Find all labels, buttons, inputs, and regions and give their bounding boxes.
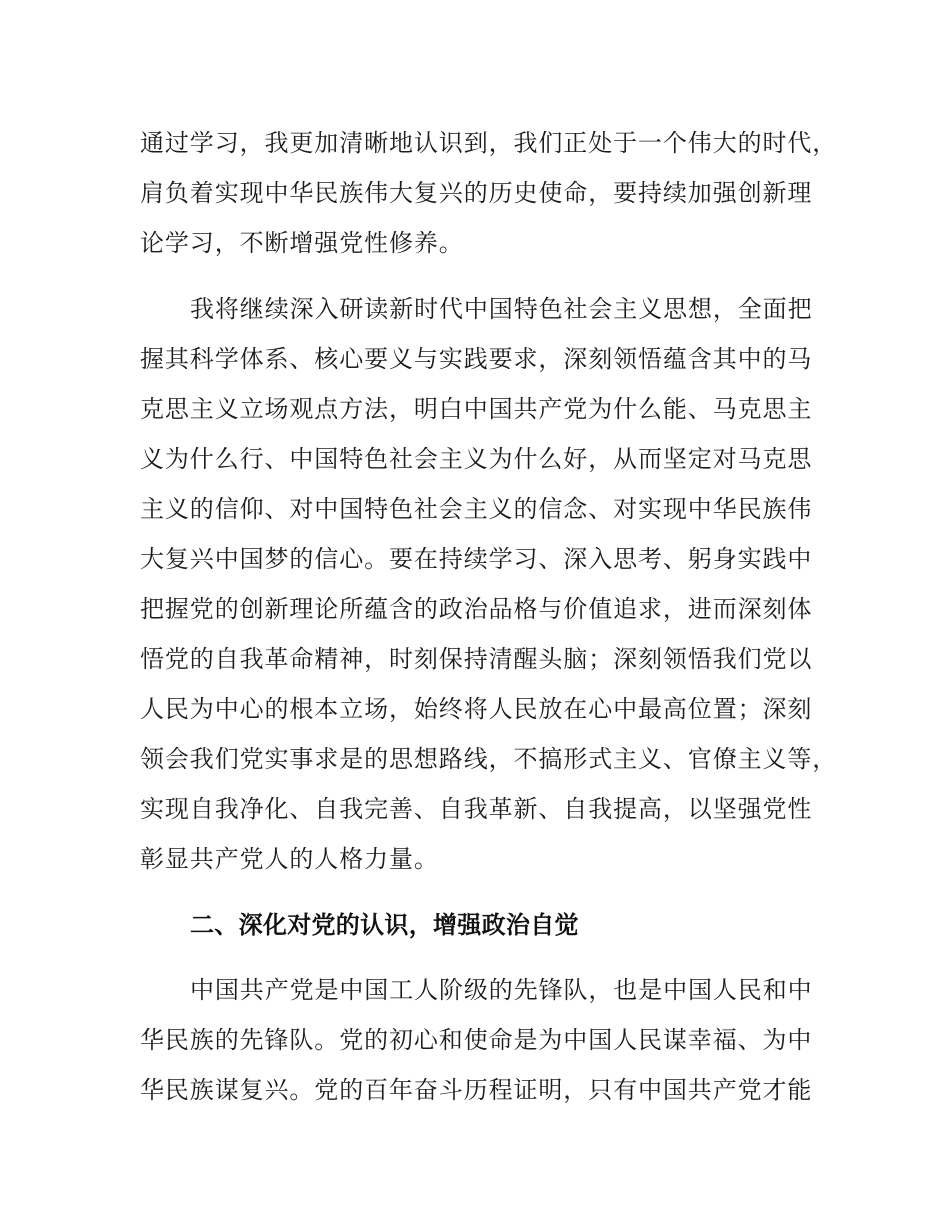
paragraph-2-line-7: 把握党的创新理论所蕴含的政治品格与价值追求，进而深刻体 (140, 595, 813, 623)
paragraph-3-line-2: 华民族的先锋队。党的初心和使命是为中国人民谋幸福、为中 (140, 1026, 813, 1054)
paragraph-2-line-11: 实现自我净化、自我完善、自我革新、自我提高，以坚强党性 (140, 795, 813, 823)
paragraph-2-line-2: 握其科学体系、核心要义与实践要求，深刻领悟蕴含其中的马 (140, 345, 813, 373)
paragraph-1-line-2: 肩负着实现中华民族伟大复兴的历史使命，要持续加强创新理 (140, 179, 813, 207)
paragraph-2-line-6: 大复兴中国梦的信心。要在持续学习、深入思考、躬身实践中 (140, 545, 813, 573)
paragraph-2-line-3: 克思主义立场观点方法，明白中国共产党为什么能、马克思主 (140, 395, 813, 423)
paragraph-1-line-3: 论学习，不断增强党性修养。 (140, 229, 464, 257)
paragraph-2-line-5: 主义的信仰、对中国特色社会主义的信念、对实现中华民族伟 (140, 495, 813, 523)
paragraph-2-line-4: 义为什么行、中国特色社会主义为什么好，从而坚定对马克思 (140, 445, 813, 473)
paragraph-2-line-12: 彰显共产党人的人格力量。 (140, 845, 439, 873)
paragraph-1-line-1: 通过学习，我更加清晰地认识到，我们正处于一个伟大的时代， (140, 129, 838, 157)
paragraph-2-line-8: 悟党的自我革命精神，时刻保持清醒头脑；深刻领悟我们党以 (140, 645, 813, 673)
paragraph-2-line-9: 人民为中心的根本立场，始终将人民放在心中最高位置；深刻 (140, 695, 813, 723)
paragraph-3-line-3: 华民族谋复兴。党的百年奋斗历程证明，只有中国共产党才能 (140, 1076, 813, 1104)
paragraph-3-line-1: 中国共产党是中国工人阶级的先锋队，也是中国人民和中 (190, 976, 813, 1004)
paragraph-2-line-1: 我将继续深入研读新时代中国特色社会主义思想，全面把 (190, 295, 813, 323)
section-heading: 二、深化对党的认识，增强政治自觉 (190, 911, 579, 939)
paragraph-2-line-10: 领会我们党实事求是的思想路线，不搞形式主义、官僚主义等， (140, 745, 838, 773)
